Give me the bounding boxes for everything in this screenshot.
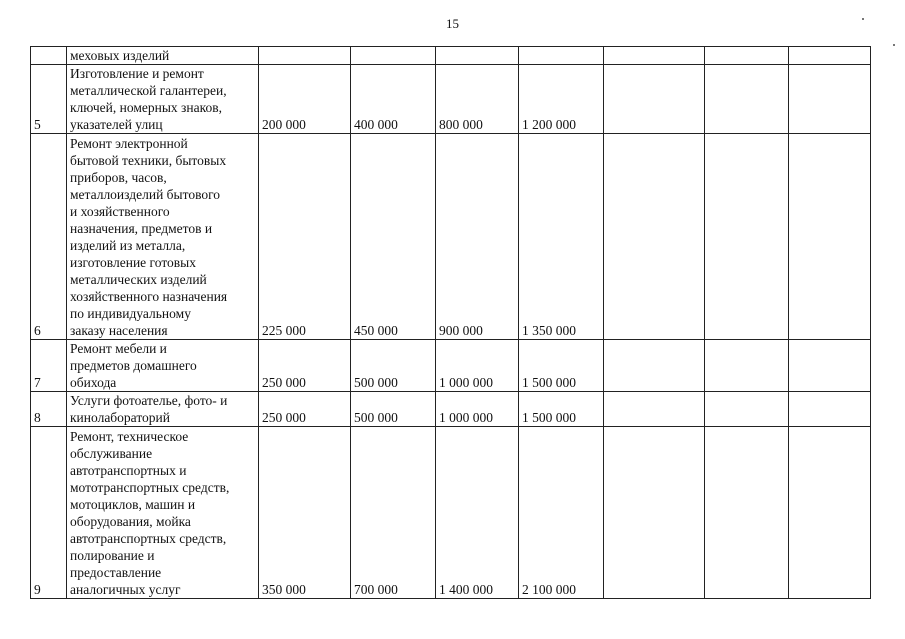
scan-speck: [893, 44, 895, 46]
service-name-line: металлоизделий бытового: [70, 187, 221, 202]
service-name-line: предоставление: [70, 565, 162, 580]
service-name-line: и хозяйственного: [70, 204, 170, 219]
empty-cell: [519, 47, 604, 65]
row-number-cell: 7: [31, 340, 67, 392]
service-name-line: указателей улиц: [70, 117, 163, 132]
service-name-cell: [67, 340, 259, 392]
empty-cell: [705, 392, 789, 427]
empty-cell: [604, 340, 705, 392]
service-name-line: обслуживание: [70, 446, 153, 461]
rate-value-cell: 250 000: [259, 340, 351, 392]
table-row: [31, 134, 871, 340]
table-row-continuation: [31, 47, 871, 65]
rate-value-cell: 200 000: [259, 65, 351, 134]
empty-cell: [351, 47, 436, 65]
tax-rate-table: [30, 46, 871, 599]
service-name-line: мотоциклов, машин и: [70, 497, 196, 512]
empty-cell: [789, 65, 871, 134]
service-name-line: предметов домашнего: [70, 358, 197, 373]
service-name-line: металлических изделий: [70, 272, 207, 287]
service-name-line: металлической галантереи,: [70, 83, 227, 98]
service-name-line: кинолабораторий: [70, 410, 170, 425]
service-name-line: по индивидуальному: [70, 306, 191, 321]
rate-value-cell: 1 500 000: [519, 340, 604, 392]
service-name-cell: [67, 134, 259, 340]
rate-value-cell: 400 000: [351, 65, 436, 134]
rate-value-cell: 1 500 000: [519, 392, 604, 427]
service-name-line: обихода: [70, 375, 117, 390]
empty-cell: [705, 47, 789, 65]
empty-cell: [789, 134, 871, 340]
service-name-line: автотранспортных и: [70, 463, 187, 478]
service-name-line: аналогичных услуг: [70, 582, 181, 597]
service-name-cell: [67, 65, 259, 134]
service-name-line: меховых изделий: [70, 48, 170, 63]
empty-cell: [705, 427, 789, 599]
service-name-line: изготовление готовых: [70, 255, 196, 270]
empty-cell: [259, 47, 351, 65]
service-name-line: изделий из металла,: [70, 238, 186, 253]
empty-cell: [789, 427, 871, 599]
rate-value-cell: 350 000: [259, 427, 351, 599]
empty-cell: [604, 134, 705, 340]
rate-value-cell: 900 000: [436, 134, 519, 340]
service-name-line: приборов, часов,: [70, 170, 167, 185]
empty-cell: [789, 47, 871, 65]
service-name-line: мототранспортных средств,: [70, 480, 230, 495]
service-name-line: Изготовление и ремонт: [70, 66, 204, 81]
table-row: [31, 427, 871, 599]
service-name-line: автотранспортных средств,: [70, 531, 227, 546]
rate-value-cell: 450 000: [351, 134, 436, 340]
service-name-cell: [67, 392, 259, 427]
table-row: [31, 340, 871, 392]
scan-speck: [862, 18, 864, 20]
empty-cell: [436, 47, 519, 65]
service-name-line: ключей, номерных знаков,: [70, 100, 222, 115]
service-name-line: Ремонт мебели и: [70, 341, 167, 356]
service-name-line: бытовой техники, бытовых: [70, 153, 227, 168]
rate-value-cell: 1 000 000: [436, 340, 519, 392]
service-name-line: Ремонт, техническое: [70, 429, 189, 444]
row-number-cell: 6: [31, 134, 67, 340]
row-number-cell: [31, 47, 67, 65]
rate-value-cell: 1 200 000: [519, 65, 604, 134]
table-row: [31, 392, 871, 427]
empty-cell: [604, 392, 705, 427]
empty-cell: [604, 427, 705, 599]
empty-cell: [705, 134, 789, 340]
service-name-line: оборудования, мойка: [70, 514, 191, 529]
rate-value-cell: 2 100 000: [519, 427, 604, 599]
service-name-line: назначения, предметов и: [70, 221, 213, 236]
rate-value-cell: 1 350 000: [519, 134, 604, 340]
rate-value-cell: 800 000: [436, 65, 519, 134]
service-name-line: Услуги фотоателье, фото- и: [70, 393, 228, 408]
row-number-cell: 8: [31, 392, 67, 427]
service-name-cell: [67, 427, 259, 599]
rate-value-cell: 500 000: [351, 340, 436, 392]
row-number-cell: 9: [31, 427, 67, 599]
empty-cell: [604, 47, 705, 65]
table-row: [31, 65, 871, 134]
service-name-line: хозяйственного назначения: [70, 289, 228, 304]
rate-value-cell: 1 400 000: [436, 427, 519, 599]
rate-value-cell: 500 000: [351, 392, 436, 427]
empty-cell: [789, 340, 871, 392]
empty-cell: [705, 340, 789, 392]
page-number: 15: [446, 16, 459, 31]
service-name-line: заказу населения: [70, 323, 168, 338]
row-number-cell: 5: [31, 65, 67, 134]
service-name-line: Ремонт электронной: [70, 136, 188, 151]
rate-value-cell: 700 000: [351, 427, 436, 599]
empty-cell: [604, 65, 705, 134]
service-name-cell: [67, 47, 259, 65]
rate-value-cell: 250 000: [259, 392, 351, 427]
rate-value-cell: 1 000 000: [436, 392, 519, 427]
rate-value-cell: 225 000: [259, 134, 351, 340]
empty-cell: [705, 65, 789, 134]
empty-cell: [789, 392, 871, 427]
service-name-line: полирование и: [70, 548, 155, 563]
